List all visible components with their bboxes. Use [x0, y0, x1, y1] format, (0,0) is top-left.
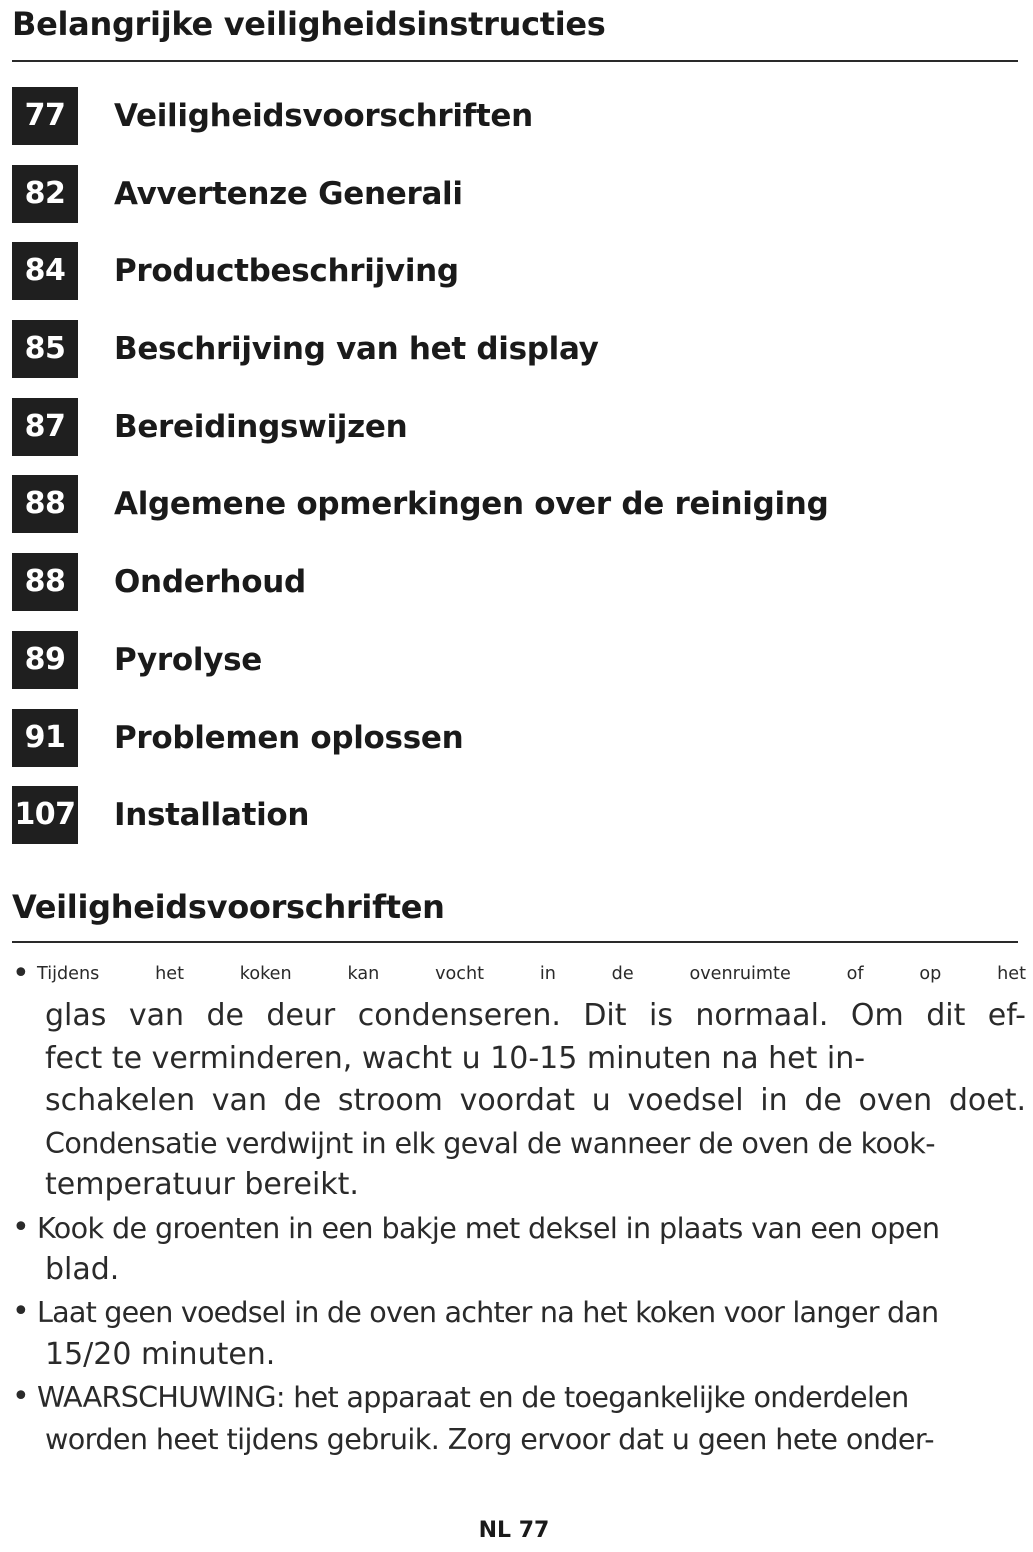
toc-label: Installation — [114, 797, 310, 833]
page-title: Belangrijke veiligheidsinstructies — [12, 5, 606, 43]
toc-row[interactable] — [12, 242, 1012, 300]
toc-page-number: 84 — [12, 242, 78, 300]
list-item — [12, 953, 1026, 1207]
page-number-footer — [0, 1516, 1033, 1546]
toc-page-number: 85 — [12, 320, 78, 378]
toc-label: Beschrijving van het display — [114, 331, 599, 367]
bullet-line: blad. — [45, 1252, 120, 1288]
bullet-line: Condensatie verdwijnt in elk geval de wanneer de oven de kook- — [45, 1126, 935, 1161]
toc-row[interactable] — [12, 398, 1012, 456]
section-divider — [12, 941, 1018, 943]
bullet-line: schakelen van de stroom voordat u voedsel in de oven doet. — [45, 1082, 1026, 1118]
toc-row[interactable] — [12, 786, 1012, 844]
toc-label: Bereidingswijzen — [114, 409, 408, 445]
bullet-line: worden heet tijdens gebruik. Zorg ervoor dat u geen hete onder- — [45, 1422, 934, 1457]
bullet-line: WAARSCHUWING: het apparaat en de toegankelijke onderdelen — [37, 1379, 909, 1414]
toc-row[interactable] — [12, 87, 1012, 145]
toc-row[interactable] — [12, 709, 1012, 767]
toc-row[interactable] — [12, 475, 1012, 533]
toc-page-number: 107 — [12, 786, 78, 844]
list-item — [12, 1291, 1026, 1376]
toc-label: Avvertenze Generali — [114, 176, 463, 212]
bullet-icon: • — [12, 1209, 30, 1245]
toc-label: Problemen oplossen — [114, 720, 464, 756]
bullet-icon: • — [12, 1378, 30, 1414]
toc-label: Pyrolyse — [114, 642, 262, 678]
toc-page-number: 88 — [12, 553, 78, 611]
toc-page-number: 77 — [12, 87, 78, 145]
toc-page-number: 87 — [12, 398, 78, 456]
toc-row[interactable] — [12, 553, 1012, 611]
toc-page-number: 91 — [12, 709, 78, 767]
bullet-line: 15/20 minuten. — [45, 1336, 276, 1372]
list-item — [12, 1376, 1026, 1461]
bullet-line: Tijdens het koken kan vocht in de ovenruimte of op het — [37, 964, 1026, 984]
bullet-line: Kook de groenten in een bakje met deksel in plaats van een open — [37, 1210, 940, 1245]
toc-row[interactable] — [12, 165, 1012, 223]
toc-page-number: 88 — [12, 475, 78, 533]
footer-page-label: NL 77 — [478, 1518, 550, 1543]
toc-row[interactable] — [12, 631, 1012, 689]
safety-instructions-list — [12, 953, 1026, 1461]
toc-label: Onderhoud — [114, 564, 306, 600]
toc-row[interactable] — [12, 320, 1012, 378]
toc-page-number: 82 — [12, 165, 78, 223]
toc-label: Veiligheidsvoorschriften — [114, 98, 533, 134]
toc-label: Productbeschrijving — [114, 253, 459, 289]
bullet-line: glas van de deur condenseren. Dit is normaal. Om dit ef- — [45, 998, 1026, 1034]
section-title: Veiligheidsvoorschriften — [12, 888, 445, 926]
bullet-line: fect te verminderen, wacht u 10-15 minuten na het in- — [45, 1040, 866, 1076]
bullet-icon: • — [12, 1294, 30, 1330]
toc-page-number: 89 — [12, 631, 78, 689]
bullet-line: Laat geen voedsel in de oven achter na het koken voor langer dan — [37, 1295, 939, 1330]
list-item — [12, 1207, 1026, 1292]
bullet-line: temperatuur bereikt. — [45, 1167, 359, 1203]
bullet-icon: • — [12, 956, 30, 991]
toc-label: Algemene opmerkingen over de reiniging — [114, 486, 829, 522]
